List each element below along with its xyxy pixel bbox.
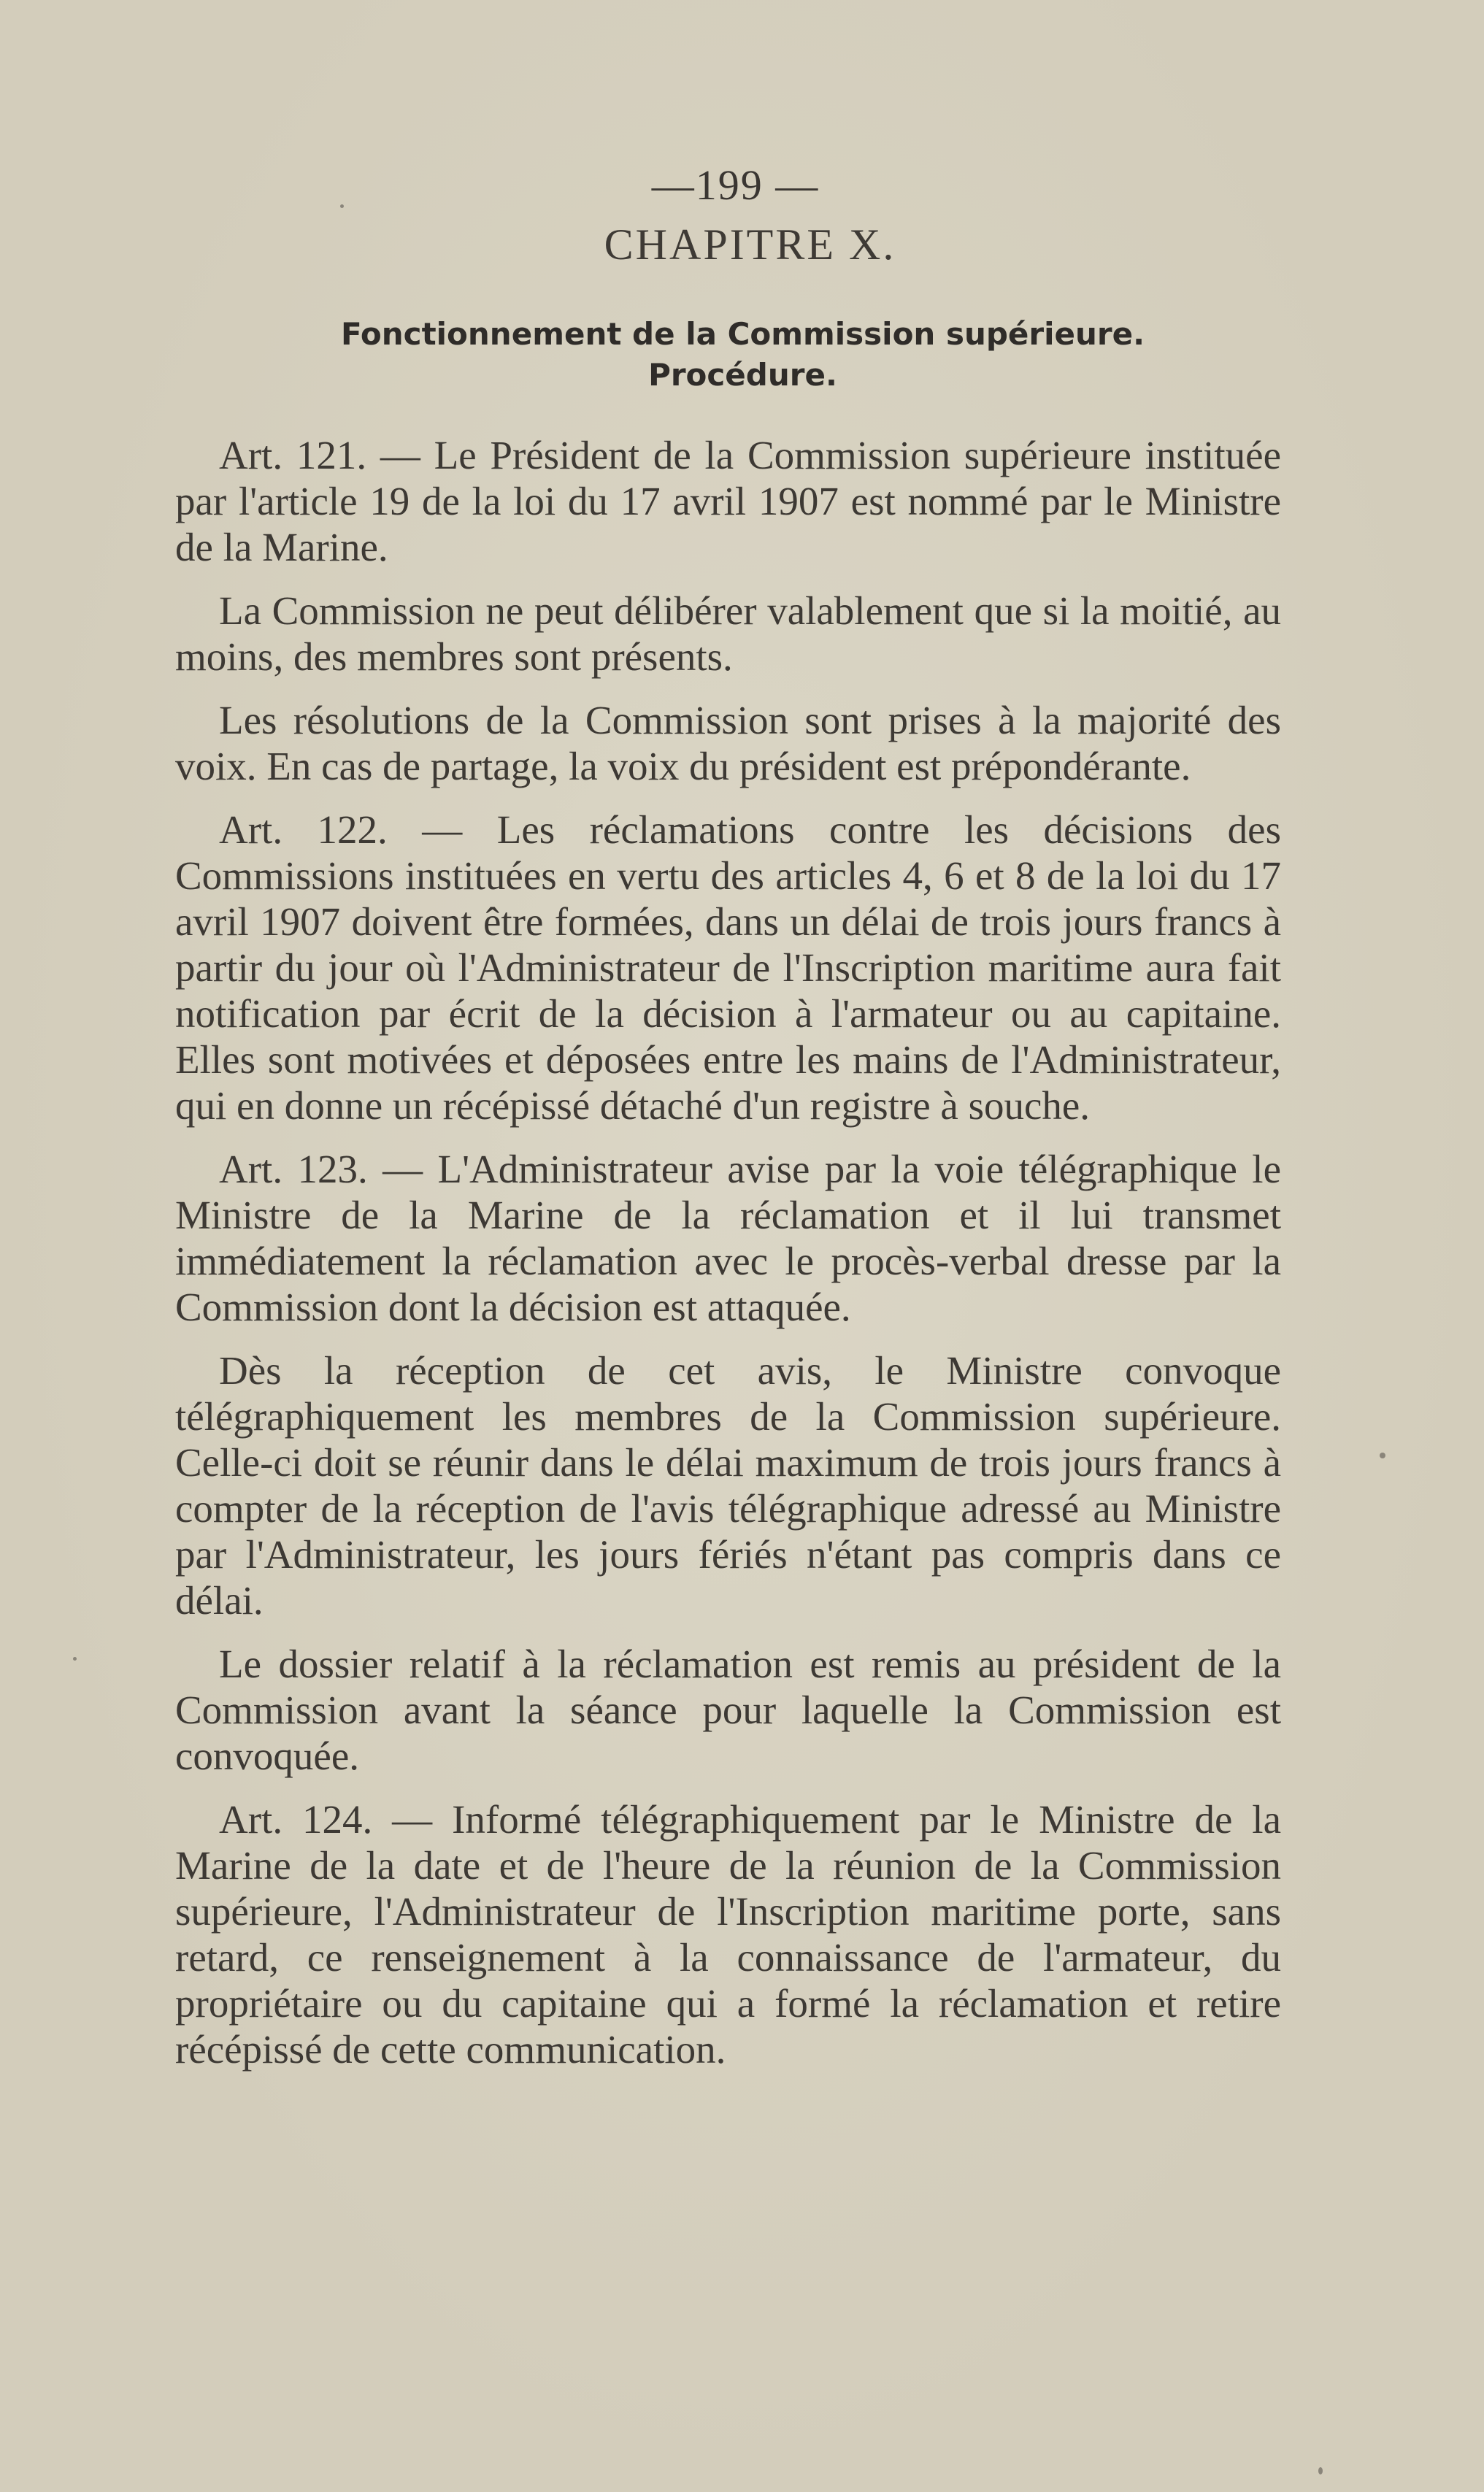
article-123-paragraph: Art. 123. — L'Administrateur avise par la voie télégraphique le Ministre de la Marine de la réclamation et il lui transmet immédiatement la réclamation avec le procès-verbal dresse par la Commission dont la décision est attaquée.	[175, 1147, 1281, 1329]
dossier-paragraph: Le dossier relatif à la réclamation est remis au président de la Commission avant la séance pour laquelle la Commission est convoquée.	[175, 1642, 1281, 1778]
paper-speck	[340, 204, 344, 208]
subtitle-line-1: Fonctionnement de la Commission supérieure.	[340, 316, 1145, 352]
chapter-title: CHAPITRE X.	[604, 220, 896, 269]
page-content	[175, 161, 1281, 2090]
paper-speck	[1318, 2467, 1323, 2474]
majority-paragraph: Les résolutions de la Commission sont prises à la majorité des voix. En cas de partage, la voix du président est prépondérante.	[175, 698, 1281, 788]
convocation-paragraph: Dès la réception de cet avis, le Ministre convoque télégraphiquement les membres de la Commission supérieure. Celle-ci doit se réunir dans le délai maximum de trois jours francs à compter de la réception de l'avis télégraphique adressé au Ministre par l'Administrateur, les jours fériés n'étant pas compris dans ce délai.	[175, 1348, 1281, 1623]
subtitle-line-2: Procédure.	[648, 357, 837, 393]
article-122-paragraph: Art. 122. — Les réclamations contre les décisions des Commissions instituées en vertu des articles 4, 6 et 8 de la loi du 17 avril 1907 doivent être formées, dans un délai de trois jours francs à partir du jour où l'Administrateur de l'Inscription maritime aura fait notification par écrit de la décision à l'armateur ou au capitaine. Elles sont motivées et déposées entre les mains de l'Administrateur, qui en donne un récépissé détaché d'un registre à souche.	[175, 807, 1281, 1128]
page-number: —199 —	[651, 161, 820, 209]
chapter-subtitle	[204, 314, 1281, 396]
article-124-paragraph: Art. 124. — Informé télégraphiquement par le Ministre de la Marine de la date et de l'heure de la réunion de la Commission supérieure, l'Administrateur de l'Inscription maritime porte, sans retard, ce renseignement à la connaissance de l'armateur, du propriétaire ou du capitaine qui a formé la réclamation et retire récépissé de cette communication.	[175, 1797, 1281, 2072]
quorum-paragraph: La Commission ne peut délibérer valablement que si la moitié, au moins, des membres sont présents.	[175, 588, 1281, 679]
paper-speck	[73, 1657, 77, 1661]
paper-speck	[1380, 1453, 1385, 1458]
article-121-paragraph: Art. 121. — Le Président de la Commission supérieure instituée par l'article 19 de la loi du 17 avril 1907 est nommé par le Ministre de la Marine.	[175, 433, 1281, 569]
